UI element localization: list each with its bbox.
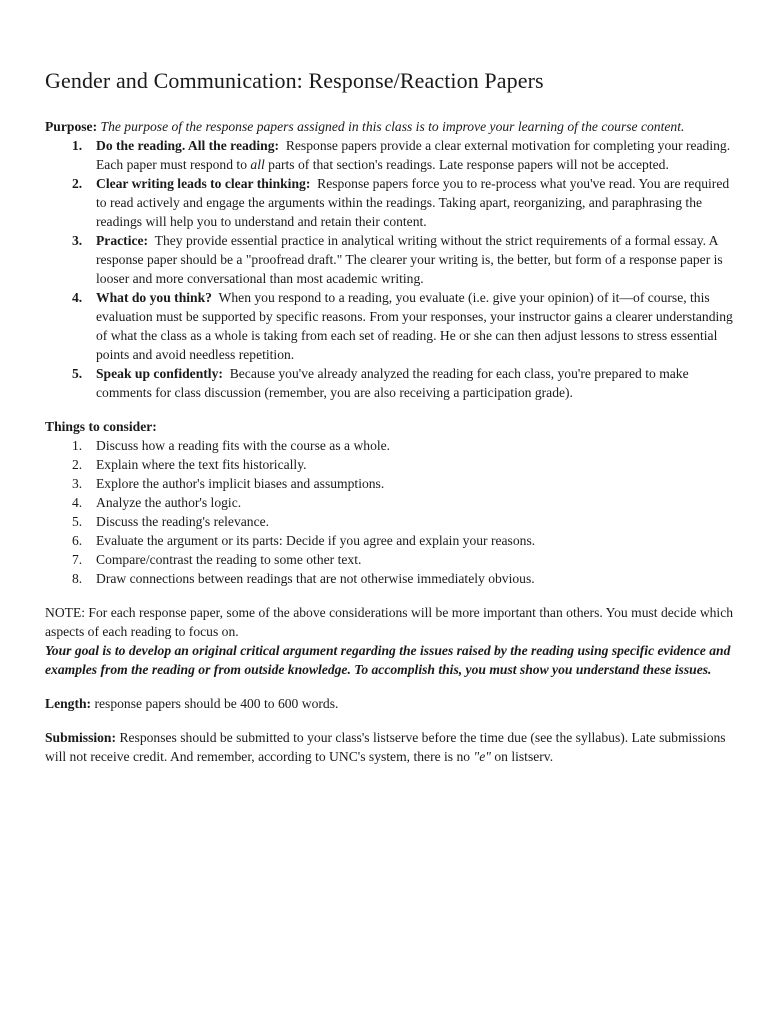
item-number: 3.	[72, 233, 83, 249]
item-number: 4.	[72, 495, 83, 511]
consider-item	[45, 569, 735, 588]
item-number: 1.	[72, 138, 83, 154]
consider-item	[45, 512, 735, 531]
main-point-item	[45, 174, 735, 231]
main-point-item	[45, 288, 735, 364]
consider-item	[45, 474, 735, 493]
item-text: Discuss how a reading fits with the course as a whole.	[96, 438, 391, 454]
item-heading: What do you think?	[96, 290, 212, 306]
consider-item	[45, 436, 735, 455]
document-page	[45, 68, 735, 766]
item-number: 5.	[72, 366, 83, 382]
consider-heading: Things to consider:	[45, 419, 157, 435]
note-text: NOTE: For each response paper, some of the above considerations will be more important than others. You must decide which aspects of each reading to focus on.	[45, 605, 734, 640]
consider-item	[45, 550, 735, 569]
item-text: Compare/contrast the reading to some other text.	[96, 552, 362, 568]
item-heading: Clear writing leads to clear thinking:	[96, 176, 311, 192]
item-heading: Do the reading. All the reading:	[96, 138, 280, 154]
main-points-list	[45, 136, 735, 402]
item-text: Because you've already analyzed the reading for each class, you're prepared to make comments for class discussion (remember, you are also receiving a participation grade).	[96, 366, 689, 401]
item-text: Explain where the text fits historically.	[96, 457, 307, 473]
main-point-item	[45, 231, 735, 288]
consider-list	[45, 436, 735, 588]
item-number: 5.	[72, 514, 83, 530]
item-text: Discuss the reading's relevance.	[96, 514, 270, 530]
item-text-continued: parts of that section's readings. Late response papers will not be accepted.	[264, 157, 669, 173]
main-point-item	[45, 136, 735, 174]
consider-item	[45, 493, 735, 512]
item-number: 2.	[72, 457, 83, 473]
note-paragraph	[45, 603, 735, 679]
consider-item	[45, 531, 735, 550]
length-label: Length:	[45, 696, 92, 712]
consider-item	[45, 455, 735, 474]
submission-text: Responses should be submitted to your class's listserve before the time due (see the syllabus). Late submissions will not receive credit. And remember, according to UNC's system, there is no	[45, 730, 726, 765]
purpose-label: Purpose:	[45, 119, 98, 135]
item-text: Evaluate the argument or its parts: Decide if you agree and explain your reasons.	[96, 533, 536, 549]
purpose-text: The purpose of the response papers assigned in this class is to improve your learning of the course content.	[100, 119, 685, 135]
item-text: Response papers provide a clear external motivation for completing your reading. Each paper must respond to	[96, 138, 731, 173]
item-text: Analyze the author's logic.	[96, 495, 242, 511]
item-heading: Practice:	[96, 233, 149, 249]
item-text: When you respond to a reading, you evaluate (i.e. give your opinion) of it—of course, this evaluation must be supported by specific reasons. From your responses, your instructor gains a clearer understanding of what the class as a whole is taking from each set of reading. He or she can then adjust lessons to stress essential points and avoid needless repetition.	[96, 290, 733, 363]
item-number: 2.	[72, 176, 83, 192]
item-text: Explore the author's implicit biases and assumptions.	[96, 476, 385, 492]
item-text: They provide essential practice in analytical writing without the strict requirements of a formal essay. A response paper should be a "proofread draft." The clearer your writing is, the better, but form of a response paper is looser and more conversational than most academic writing.	[96, 233, 723, 287]
item-text: Response papers force you to re-process what you've read. You are required to read actively and engage the arguments within the readings. Taking apart, reorganizing, and paraphrasing the readings will help you to understand and retain their content.	[96, 176, 730, 230]
main-point-item	[45, 364, 735, 402]
item-number: 7.	[72, 552, 83, 568]
submission-text-continued: on listserv.	[490, 749, 554, 765]
document-title: Gender and Communication: Response/Reaction Papers	[45, 68, 544, 93]
item-number: 3.	[72, 476, 83, 492]
goal-statement: Your goal is to develop an original critical argument regarding the issues raised by the reading using specific evidence and examples from the reading or from outside knowledge. To accomplish this, you must show you understand these issues.	[45, 643, 731, 678]
submission-emphasis: "e"	[473, 749, 491, 765]
item-number: 1.	[72, 438, 83, 454]
purpose-paragraph	[45, 117, 735, 136]
consider-heading-paragraph	[45, 417, 735, 436]
length-text: response papers should be 400 to 600 words.	[94, 696, 339, 712]
item-emphasis: all	[250, 157, 265, 173]
item-number: 8.	[72, 571, 83, 587]
item-text: Draw connections between readings that are not otherwise immediately obvious.	[96, 571, 535, 587]
item-number: 6.	[72, 533, 83, 549]
item-heading: Speak up confidently:	[96, 366, 223, 382]
submission-label: Submission:	[45, 730, 117, 746]
submission-paragraph	[45, 728, 735, 766]
length-paragraph	[45, 694, 735, 713]
item-number: 4.	[72, 290, 83, 306]
